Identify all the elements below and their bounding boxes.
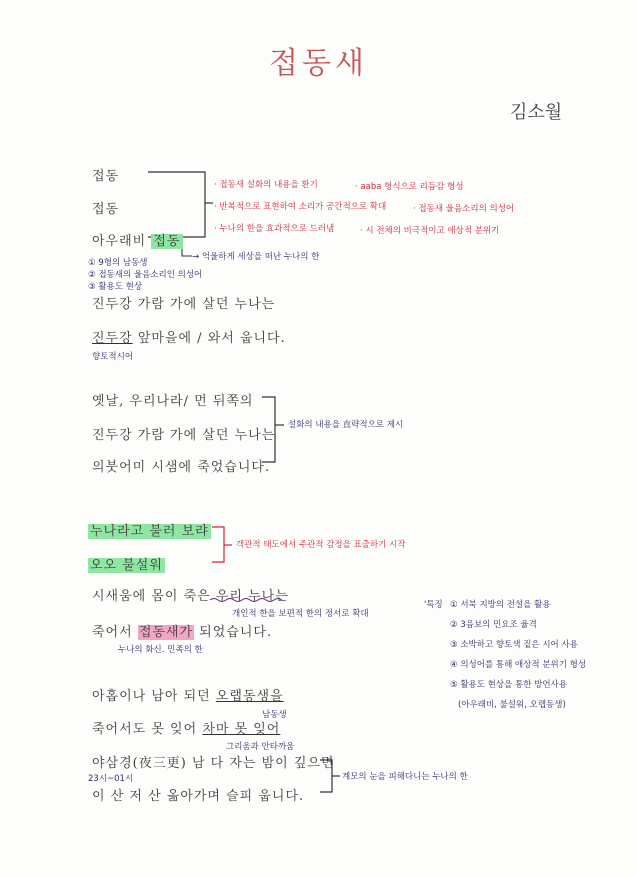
underline-oraepdongsaeng: 오랩동생을 (215, 689, 284, 704)
note-stanza2: 설화의 내용을 直략적으로 제시 (288, 420, 404, 430)
underline-chama: 차마 못 잊어 (202, 722, 281, 737)
poem-line-12-text: 죽어서 (92, 625, 138, 640)
poem-line-12 (92, 621, 272, 640)
note-top-a2: · aaba 형식으로 리듬감 형성 (355, 182, 464, 192)
note-jeopdongsae: 누나의 화신. 민족의 한 (118, 645, 203, 655)
poem-line-7: 진두강 가람 가에 살던 누나는 (92, 428, 276, 443)
note-top-b1: · 반복적으로 표현하여 소리가 공간적으로 확대 (214, 202, 387, 212)
poem-line-6: 옛날, 우리나라/ 먼 뒤쪽의 (92, 394, 254, 409)
poem-line-5-rest: 앞마을에 / 와서 웁니다. (132, 331, 286, 346)
feature-1: ① 서북 지방의 전설을 활용 (450, 600, 551, 610)
poem-line-12-rest: 되었습니다. (194, 625, 273, 640)
poem-line-10 (88, 554, 165, 573)
note-top-c1: · 누나의 한을 효과적으로 드러냄 (214, 224, 335, 234)
poem-line-4: 진두강 가람 가에 살던 누나는 (92, 297, 276, 312)
poem-line-14 (92, 718, 280, 737)
poem-line-15: 야삼경(夜三更) 남 다 자는 밤이 깊으면 (92, 756, 335, 771)
feature-6: (아우래비, 불설워, 오랩동생) (458, 700, 566, 710)
highlight-line-9: 누나라고 불러 보랴 (90, 524, 209, 539)
note-left-3: ③ 활용도 현상 (88, 282, 143, 292)
note-geuriwo: 그리움과 안타까움 (226, 742, 295, 752)
poem-line-2: 접동 (92, 202, 120, 217)
note-top-c2: · 시 전체의 비극적이고 애상적 분위기 (360, 226, 500, 236)
poem-line-8: 의붓어미 시샘에 죽었습니다. (92, 460, 271, 475)
poem-line-3-text: 아우래비 (92, 234, 152, 249)
highlight-jeopdongsae: 접동새가 (138, 625, 194, 640)
note-left-2: ② 접동새의 울음소리인 의성어 (88, 270, 203, 280)
feature-3: ③ 소박하고 향토색 짙은 시어 사용 (450, 640, 578, 650)
note-left-1: ① 9형의 남동생 (88, 258, 148, 268)
underline-jindugang: 진두강 (92, 331, 133, 346)
note-top-a1: · 접동새 설화의 내용을 환기 (214, 180, 318, 190)
feature-5: ⑤ 활용도 현상을 통한 방언사용 (450, 680, 567, 690)
wavy-uri-nuna: 우리 누나는 (215, 589, 289, 604)
poem-line-14-text: 죽어서도 못 잊어 (92, 722, 203, 737)
poem-title: 접동새 (269, 46, 368, 81)
feature-title: '특징 (424, 600, 443, 610)
note-namdongsaeng: 남동생 (262, 710, 287, 720)
note-top-b2: · 접동새 울음소리의 의성어 (413, 204, 515, 214)
feature-4: ④ 의성어를 통해 애상적 분위기 형성 (450, 660, 587, 670)
poem-line-11-text: 시새움에 몸이 죽은 (92, 589, 216, 604)
poem-line-9 (88, 520, 211, 539)
highlight-line-10: 오오 불설워 (90, 558, 163, 573)
note-arrow: → 억울하게 세상을 떠난 누나의 한 (192, 252, 320, 262)
poem-line-5 (92, 327, 286, 346)
note-last: 계모의 눈을 피해다니는 누나의 한 (342, 772, 468, 782)
highlight-jeopdong: 접동 (153, 234, 181, 249)
poem-line-11 (92, 585, 289, 604)
note-urinuna: 개인적 한을 보편적 한의 정서로 확대 (232, 609, 369, 619)
poem-line-16: 이 산 저 산 옮아가며 슬피 웁니다. (92, 789, 305, 804)
note-stanza3: 객관적 태도에서 주관적 감정을 표출하기 시작 (236, 540, 406, 550)
note-hyangto: 향토적시어 (92, 352, 134, 362)
poem-line-13-text: 아홉이나 남아 되던 (92, 689, 216, 704)
poem-author: 김소월 (510, 102, 563, 123)
feature-2: ② 3음보의 민요조 율격 (450, 620, 537, 630)
poem-line-13 (92, 685, 284, 704)
poem-line-1: 접동 (92, 169, 120, 184)
poem-line-3 (92, 230, 183, 249)
note-yasamgyeong: 23시~01시 (88, 774, 134, 784)
